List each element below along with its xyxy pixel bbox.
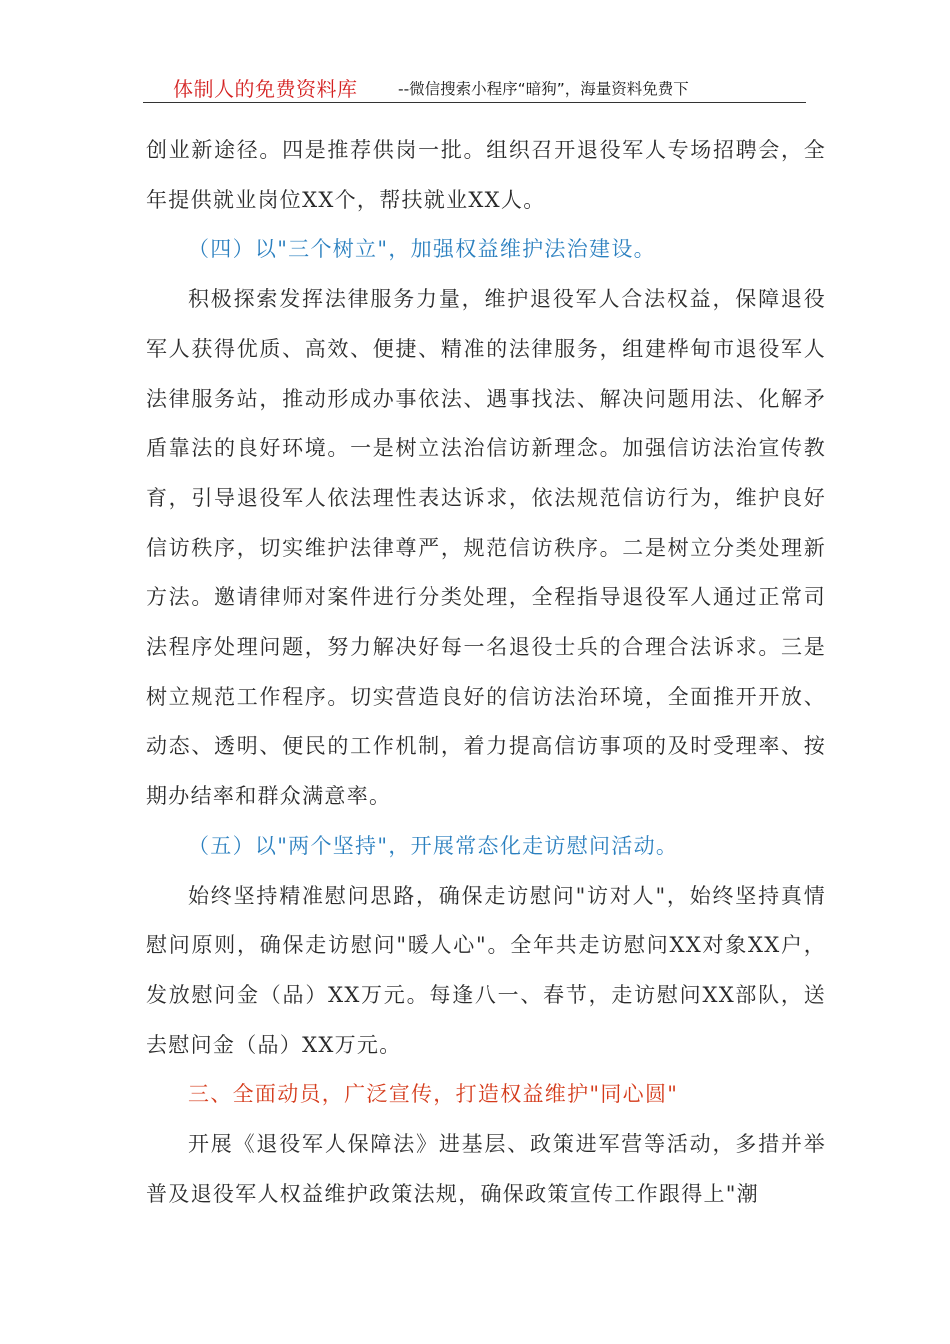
body-paragraph: 创业新途径。四是推荐供岗一批。组织召开退役军人专场招聘会，全年提供就业岗位XX个，帮扶就业XX人。 xyxy=(146,138,826,212)
header-title: 体制人的免费资料库 xyxy=(173,77,358,101)
page-header xyxy=(143,70,806,103)
document-body xyxy=(146,126,826,1219)
section-heading: （四）以"三个树立"，加强权益维护法治建设。 xyxy=(188,237,656,262)
body-paragraph: 开展《退役军人保障法》进基层、政策进军营等活动，多措并举普及退役军人权益维护政策法规，确保政策宣传工作跟得上"潮 xyxy=(146,1132,826,1206)
body-paragraph: 始终坚持精准慰问思路，确保走访慰问"访对人"，始终坚持真情慰问原则，确保走访慰问"暖人心"。全年共走访慰问XX对象XX户，发放慰问金（品）XX万元。每逢八一、春节，走访慰问XX部队，送去慰问金（品）XX万元。 xyxy=(146,883,826,1057)
section-heading: （五）以"两个坚持"，开展常态化走访慰问活动。 xyxy=(188,833,679,858)
body-paragraph: 积极探索发挥法律服务力量，维护退役军人合法权益，保障退役军人获得优质、高效、便捷、精准的法律服务，组建桦甸市退役军人法律服务站，推动形成办事依法、遇事找法、解决问题用法、化解矛盾靠法的良好环境。一是树立法治信访新理念。加强信访法治宣传教育，引导退役军人依法理性表达诉求，依法规范信访行为，维护良好信访秩序，切实维护法律尊严，规范信访秩序。二是树立分类处理新方法。邀请律师对案件进行分类处理，全程指导退役军人通过正常司法程序处理问题，努力解决好每一名退役士兵的合理合法诉求。三是树立规范工作程序。切实营造良好的信访法治环境，全面推开开放、动态、透明、便民的工作机制，着力提高信访事项的及时受理率、按期办结率和群众满意率。 xyxy=(146,287,826,809)
chapter-heading: 三、全面动员，广泛宣传，打造权益维护"同心圆" xyxy=(188,1082,679,1107)
header-subtitle: --微信搜索小程序“暗狗”，海量资料免费下 xyxy=(398,80,689,98)
